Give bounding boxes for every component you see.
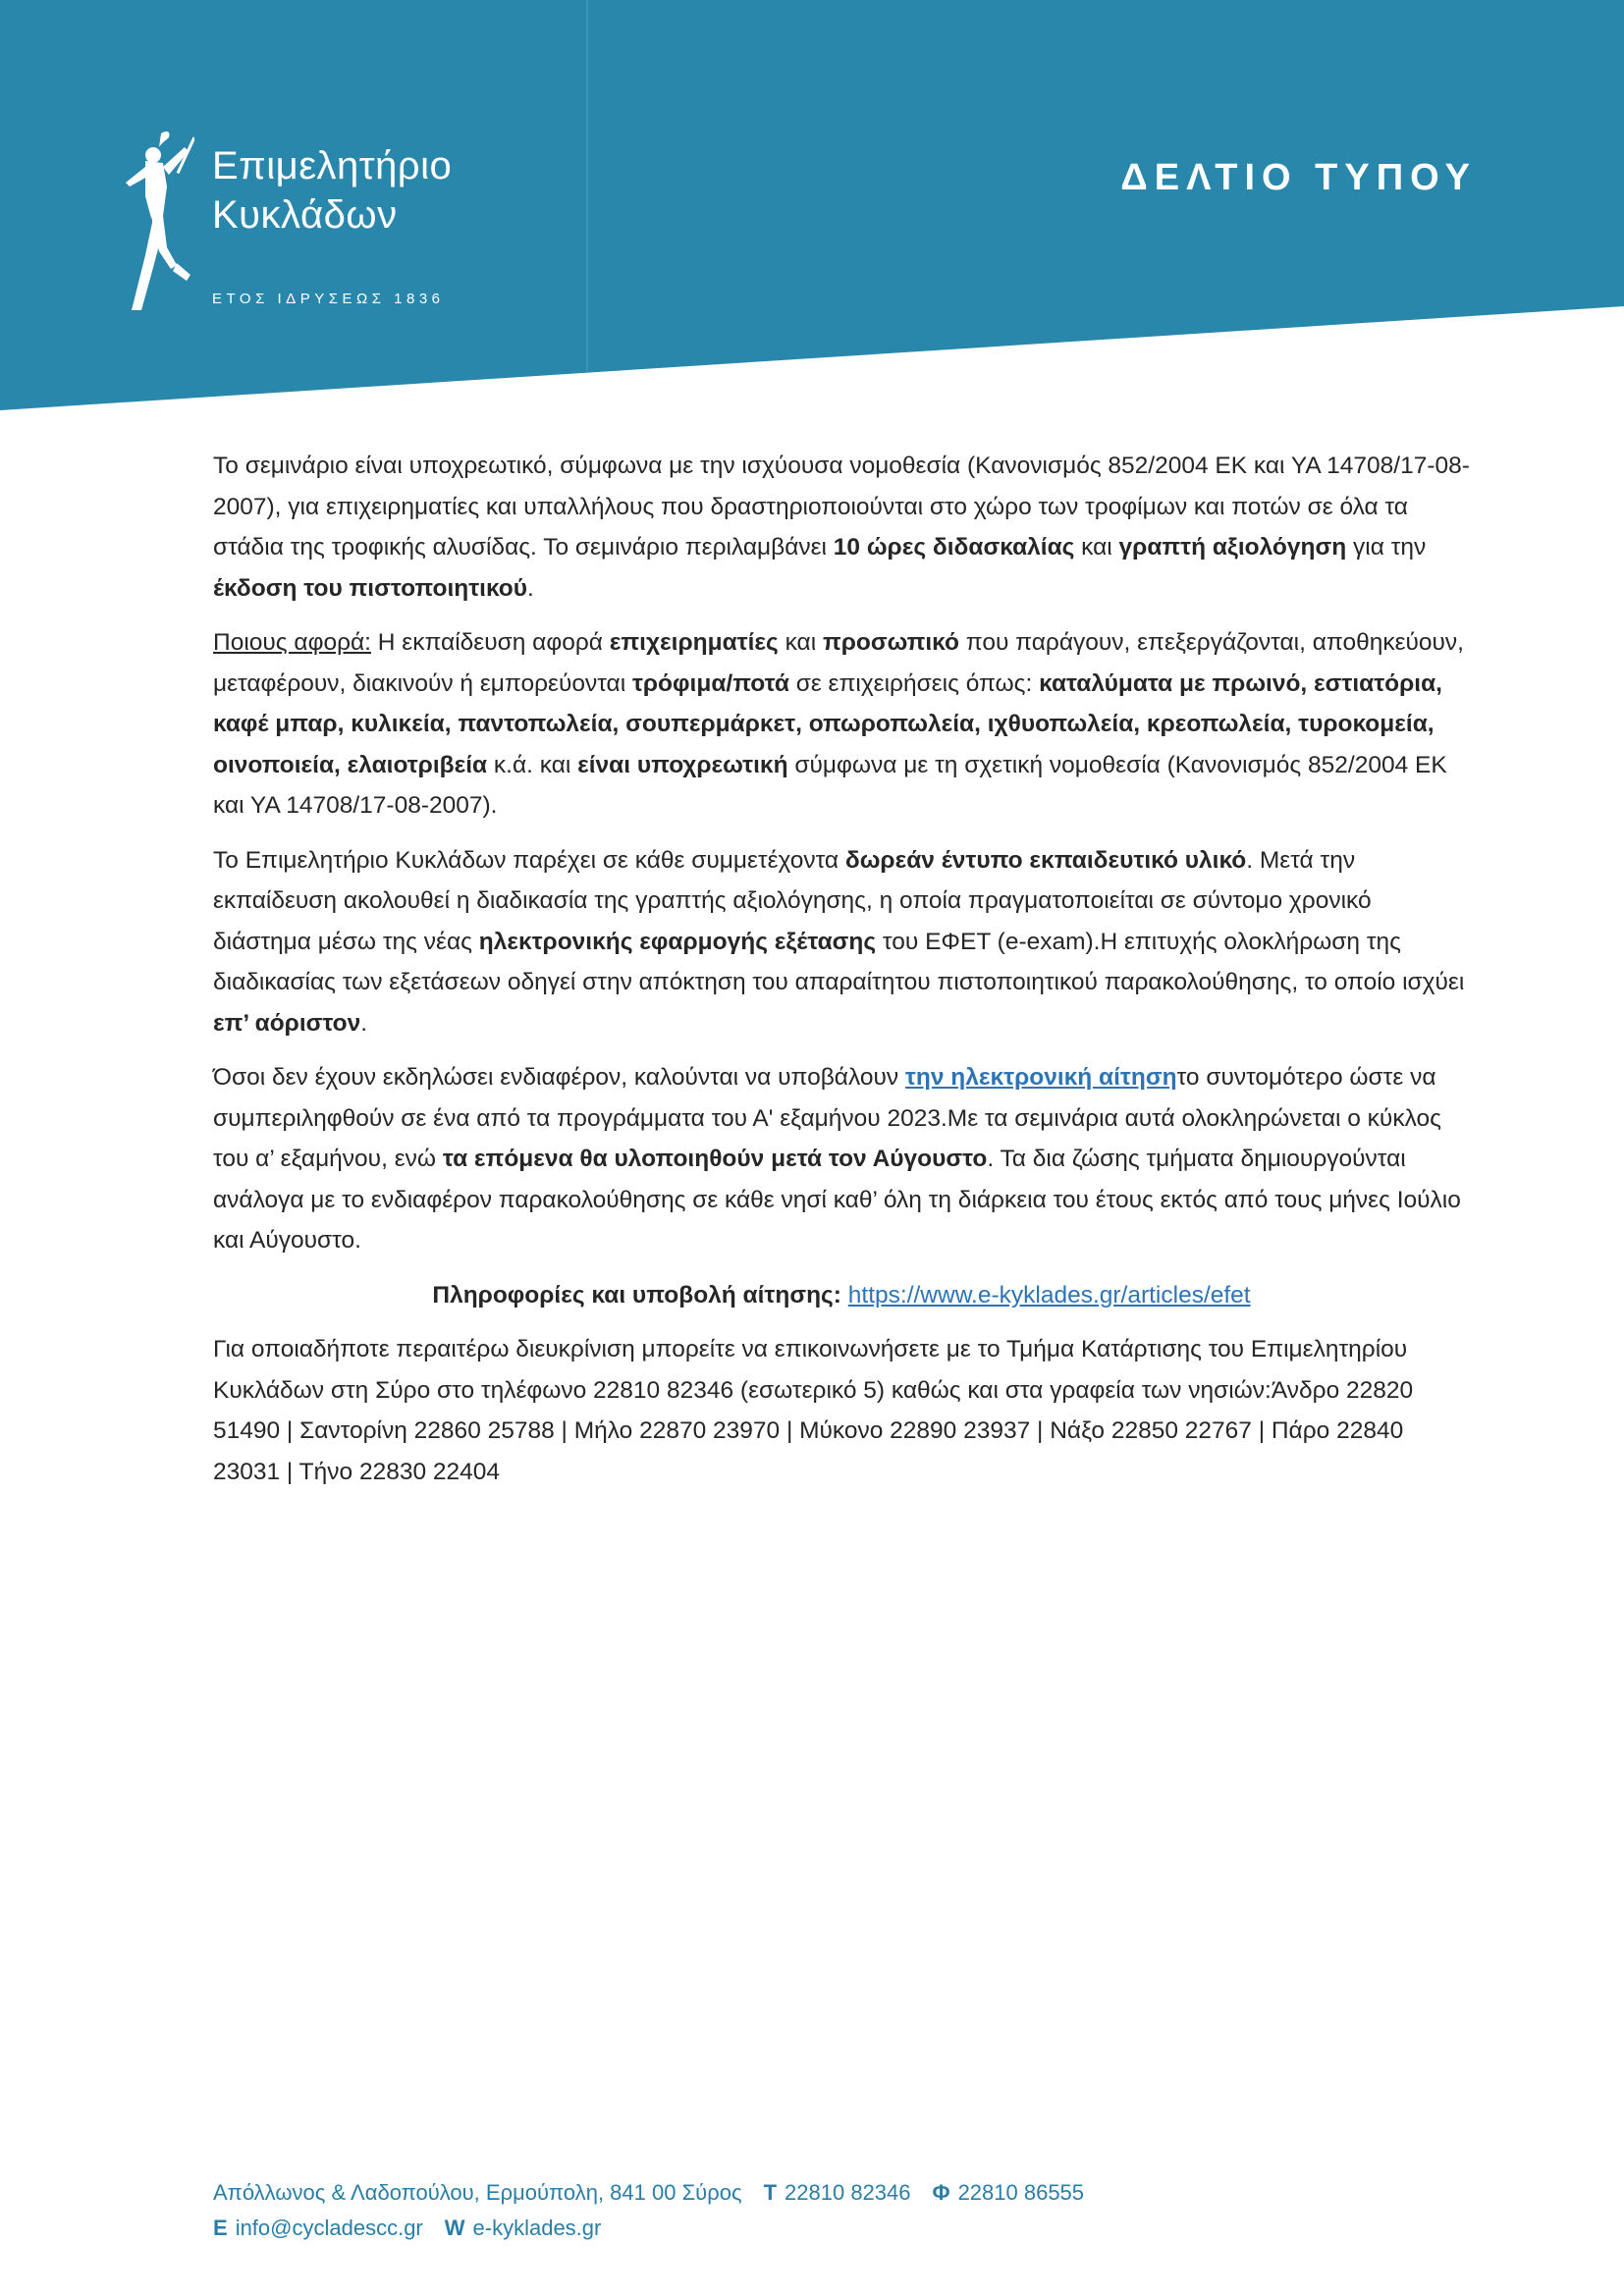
footer-address: Απόλλωνος & Λαδοπούλου, Ερμούπολη, 841 00 Σύρος: [213, 2180, 742, 2205]
application-link[interactable]: την ηλεκτρονική αίτηση: [904, 1064, 1177, 1091]
audience-label: Ποιους αφορά:: [213, 629, 371, 656]
founded-year: ΕΤΟΣ ΙΔΡΥΣΕΩΣ 1836: [212, 291, 445, 307]
organization-name-line2: Κυκλάδων: [212, 193, 398, 237]
phone-label: Τ: [763, 2180, 778, 2205]
info-url-link[interactable]: https://www.e-kyklades.gr/articles/efet: [847, 1281, 1251, 1308]
footer-fax: 22810 86555: [957, 2180, 1085, 2205]
paragraph-intro: Το σεμινάριο είναι υποχρεωτικό, σύμφωνα με την ισχύουσα νομοθεσία (Κανονισμός 852/2004 ΕΚ και ΥΑ 14708/17-08-2007), για επιχειρηματίες και υπαλλήλους που δραστηριοποιούνται στο χώρο των τροφίμων και ποτών σε όλα τα στάδια της τροφικής αλυσίδας. Το σεμινάριο περιλαμβάνει 10 ώρες διδασκαλίας και γραπτή αξιολόγηση για την έκδοση του πιστοποιητικού.: [213, 453, 1470, 602]
web-label: W: [444, 2216, 465, 2240]
organization-name-line1: Επιμελητήριο: [212, 144, 453, 187]
email-label: Ε: [213, 2216, 228, 2240]
paragraph-contact: Για οποιαδήποτε περαιτέρω διευκρίνιση μπορείτε να επικοινωνήσετε με το Τμήμα Κατάρτισης του Επιμελητηρίου Κυκλάδων στη Σύρο στο τηλέφωνο 22810 82346 (εσωτερικό 5) καθώς και στα γραφεία των νησιών:Άνδρο 22820 51490 | Σαντορίνη 22860 25788 | Μήλο 22870 23970 | Μύκονο 22890 23937 | Νάξο 22850 22767 | Πάρο 22840 23031 | Τήνο 22830 22404: [213, 1336, 1414, 1485]
paragraph-info: [213, 1275, 1470, 1316]
info-label: Πληροφορίες και υποβολή αίτησης:: [432, 1281, 841, 1308]
press-release-title: ΔΕΛΤΙΟ ΤΥΠΟΥ: [1120, 157, 1477, 198]
organization-name: [212, 141, 452, 240]
hermes-figure-icon: [116, 128, 194, 319]
footer-phone: 22810 82346: [785, 2180, 911, 2205]
footer-line2: [213, 2211, 1084, 2246]
fax-label: Φ: [932, 2180, 950, 2205]
main-content: [213, 446, 1470, 1506]
paragraph-audience: Ποιους αφορά: Η εκπαίδευση αφορά επιχειρηματίες και προσωπικό που παράγουν, επεξεργάζονται, αποθηκεύουν, μεταφέρουν, διακινούν ή εμπορεύονται τρόφιμα/ποτά σε επιχειρήσεις όπως: καταλύματα με πρωινό, εστιατόρια, καφέ μπαρ, κυλικεία, παντοπωλεία, σουπερμάρκετ, οπωροπωλεία, ιχθυοπωλεία, κρεοπωλεία, τυροκομεία, οινοποιεία, ελαιοτριβεία κ.ά. και είναι υποχρεωτική σύμφωνα με τη σχετική νομοθεσία (Κανονισμός 852/2004 ΕΚ και ΥΑ 14708/17-08-2007).: [213, 629, 1464, 819]
footer-line1: [213, 2175, 1084, 2211]
paragraph-application: Όσοι δεν έχουν εκδηλώσει ενδιαφέρον, καλούνται να υποβάλουν την ηλεκτρονική αίτησητο συντομότερο ώστε να συμπεριληφθούν σε ένα από τα προγράμματα του Α' εξαμήνου 2023.Με τα σεμινάρια αυτά ολοκληρώνεται ο κύκλος του α’ εξαμήνου, ενώ τα επόμενα θα υλοποιηθούν μετά τον Αύγουστο. Τα δια ζώσης τμήματα δημιουργούνται ανάλογα με το ενδιαφέρον παρακολούθησης σε κάθε νησί καθ’ όλη τη διάρκεια του έτους εκτός από τους μήνες Ιούλιο και Αύγουστο.: [213, 1064, 1461, 1254]
footer: [213, 2175, 1084, 2246]
footer-email[interactable]: info@cycladescc.gr: [235, 2216, 423, 2240]
footer-website[interactable]: e-kyklades.gr: [472, 2216, 602, 2240]
paragraph-materials: Το Επιμελητήριο Κυκλάδων παρέχει σε κάθε συμμετέχοντα δωρεάν έντυπο εκπαιδευτικό υλικό. Μετά την εκπαίδευση ακολουθεί η διαδικασία της γραπτής αξιολόγησης, η οποία πραγματοποιείται σε σύντομο χρονικό διάστημα μέσω της νέας ηλεκτρονικής εφαρμογής εξέτασης του ΕΦΕΤ (e-exam).Η επιτυχής ολοκλήρωση της διαδικασίας των εξετάσεων οδηγεί στην απόκτηση του απαραίτητου πιστοποιητικού παρακολούθησης, το οποίο ισχύει επ’ αόριστον.: [213, 846, 1465, 1037]
